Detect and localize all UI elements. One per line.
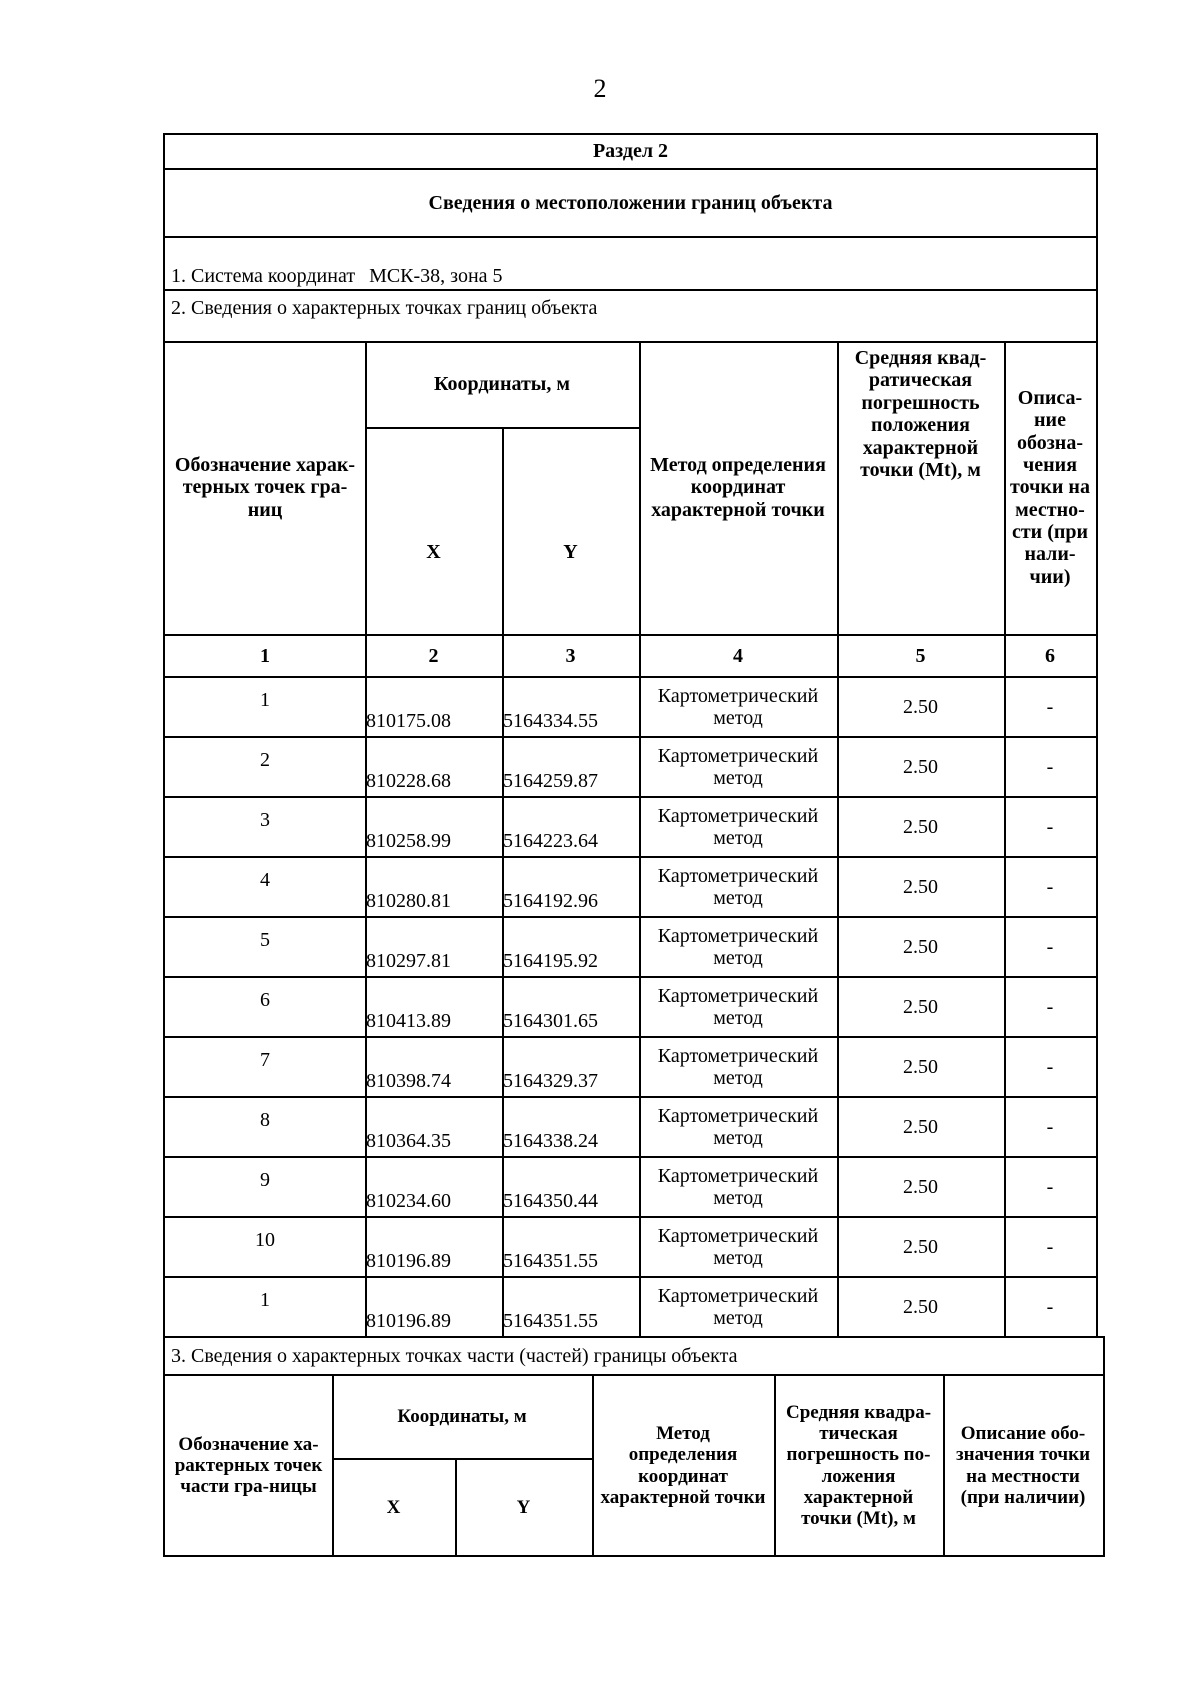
cell-desc: - (1046, 695, 1054, 718)
section-title: Сведения о местоположении границ объекта (428, 191, 833, 214)
header-error: Средняя квад-ратическая погрешность положения характерной точки (Mt), м (854, 347, 987, 481)
cell-y: 5164223.64 (503, 829, 598, 852)
points-title: 2. Сведения о характерных точках границ объекта (171, 297, 598, 319)
header-method: Метод определения координат характерной точки (650, 453, 826, 521)
s3-header-y: Y (516, 1496, 531, 1518)
cell-error: 2.50 (903, 1175, 938, 1198)
cell-error: 2.50 (903, 1055, 938, 1078)
s3-header-point: Обозначение ха-рактерных точек части гра-ницы (174, 1433, 323, 1498)
s3-header-coords: Координаты, м (397, 1406, 527, 1428)
cell-method: Картометрический метод (657, 984, 819, 1029)
header-coords: Координаты, м (433, 372, 571, 395)
cell-method: Картометрический метод (657, 804, 819, 849)
cell-point: 1 (260, 1288, 270, 1311)
col-number: 2 (428, 644, 439, 667)
cell-error: 2.50 (903, 875, 938, 898)
cell-y: 5164259.87 (503, 769, 598, 792)
s3-header-method: Метод определения координат характерной точки (600, 1422, 766, 1508)
header-y: Y (563, 541, 578, 564)
cell-method: Картометрический метод (657, 924, 819, 969)
cell-y: 5164192.96 (503, 889, 598, 912)
cell-y: 5164350.44 (503, 1189, 598, 1212)
header-x: X (426, 541, 441, 564)
section2-table (163, 133, 1098, 1338)
cell-x: 810175.08 (366, 709, 451, 732)
cell-method: Картометрический метод (657, 1044, 819, 1089)
cell-x: 810364.35 (366, 1129, 451, 1152)
coord-system-label: 1. Система координат (171, 264, 356, 287)
cell-error: 2.50 (903, 935, 938, 958)
page-number: 2 (593, 74, 607, 103)
cell-y: 5164329.37 (503, 1069, 598, 1092)
cell-method: Картометрический метод (657, 1224, 819, 1269)
cell-x: 810228.68 (366, 769, 451, 792)
cell-method: Картометрический метод (657, 1284, 819, 1329)
cell-error: 2.50 (903, 1115, 938, 1138)
cell-x: 810258.99 (366, 829, 451, 852)
cell-desc: - (1046, 815, 1054, 838)
s3-header-error: Средняя квадра-тическая погрешность по-ложения характерной точки (Mt), м (785, 1401, 932, 1530)
col-number: 1 (260, 644, 270, 667)
cell-y: 5164334.55 (503, 709, 598, 732)
cell-error: 2.50 (903, 815, 938, 838)
cell-error: 2.50 (903, 1295, 938, 1318)
cell-y: 5164338.24 (503, 1129, 598, 1152)
cell-point: 6 (260, 988, 270, 1011)
section-heading: Раздел 2 (592, 140, 669, 163)
cell-x: 810297.81 (366, 949, 451, 972)
cell-point: 3 (260, 808, 270, 831)
cell-x: 810413.89 (366, 1009, 451, 1032)
cell-method: Картометрический метод (657, 1104, 819, 1149)
cell-desc: - (1046, 935, 1054, 958)
cell-desc: - (1046, 1055, 1054, 1078)
col-number: 5 (915, 644, 926, 667)
header-point: Обозначение харак-терных точек гра-ниц (174, 453, 356, 521)
cell-x: 810196.89 (366, 1249, 451, 1272)
col-number: 3 (565, 644, 576, 667)
cell-y: 5164195.92 (503, 949, 598, 972)
cell-desc: - (1046, 1235, 1054, 1258)
col-number: 6 (1045, 644, 1055, 667)
cell-y: 5164351.55 (503, 1249, 598, 1272)
cell-error: 2.50 (903, 695, 938, 718)
coord-system-value: МСК-38, зона 5 (369, 264, 503, 287)
cell-point: 1 (260, 688, 270, 711)
s3-header-x: X (386, 1496, 401, 1518)
cell-error: 2.50 (903, 995, 938, 1018)
cell-error: 2.50 (903, 1235, 938, 1258)
cell-method: Картометрический метод (657, 1164, 819, 1209)
cell-method: Картометрический метод (657, 864, 819, 909)
cell-point: 9 (260, 1168, 270, 1191)
cell-y: 5164301.65 (503, 1009, 598, 1032)
col-number: 4 (733, 644, 743, 667)
cell-desc: - (1046, 755, 1054, 778)
cell-method: Картометрический метод (657, 684, 819, 729)
cell-desc: - (1046, 1295, 1054, 1318)
cell-x: 810280.81 (366, 889, 451, 912)
section3-table (163, 1336, 1105, 1557)
cell-point: 4 (260, 868, 270, 891)
section3-title: 3. Сведения о характерных точках части (частей) границы объекта (171, 1344, 738, 1367)
cell-y: 5164351.55 (503, 1309, 598, 1332)
cell-desc: - (1046, 875, 1054, 898)
cell-point: 2 (260, 748, 270, 771)
cell-x: 810234.60 (366, 1189, 451, 1212)
cell-point: 7 (260, 1048, 270, 1071)
cell-error: 2.50 (903, 755, 938, 778)
cell-desc: - (1046, 1115, 1054, 1138)
s3-header-description: Описание обо-значения точки на местности (при наличии) (955, 1422, 1091, 1508)
cell-x: 810398.74 (366, 1069, 451, 1092)
cell-point: 10 (255, 1228, 275, 1251)
header-description: Описа-ние обозна-чения точки на местно-сти (при нали-чии) (1010, 386, 1090, 588)
cell-method: Картометрический метод (657, 744, 819, 789)
cell-desc: - (1046, 995, 1054, 1018)
coord-system-row (165, 238, 1096, 289)
cell-point: 5 (260, 928, 270, 951)
cell-x: 810196.89 (366, 1309, 451, 1332)
cell-desc: - (1046, 1175, 1054, 1198)
cell-point: 8 (260, 1108, 270, 1131)
